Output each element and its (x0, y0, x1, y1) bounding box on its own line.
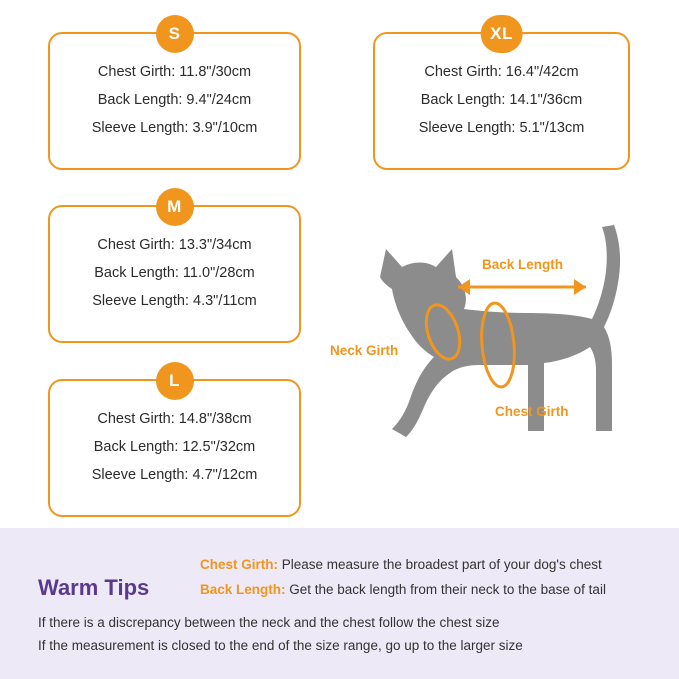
tip-back-length-text: Get the back length from their neck to the base of tail (285, 582, 606, 597)
size-badge-l: L (156, 362, 194, 400)
size-card-xl-sleeve-length: Sleeve Length: 5.1"/13cm (418, 120, 585, 136)
tip-chest-girth-key: Chest Girth: (200, 557, 279, 572)
size-card-l-sleeve-length: Sleeve Length: 4.7"/12cm (91, 467, 258, 483)
size-card-m-chest-girth: Chest Girth: 13.3"/34cm (97, 237, 252, 253)
size-badge-xl: XL (480, 15, 523, 53)
tip-chest-girth-text: Please measure the broadest part of your dog's chest (278, 557, 602, 572)
size-card-s-sleeve-length: Sleeve Length: 3.9"/10cm (91, 120, 258, 136)
size-card-xl-back-length: Back Length: 14.1"/36cm (420, 92, 583, 108)
warm-tips-panel (0, 528, 679, 679)
size-card-s-chest-girth: Chest Girth: 11.8"/30cm (97, 64, 252, 80)
size-card-l-lines (50, 409, 299, 485)
tip-back-length (200, 582, 606, 597)
size-card-l-chest-girth: Chest Girth: 14.8"/38cm (97, 411, 252, 427)
size-card-s-lines (50, 62, 299, 138)
size-badge-s: S (156, 15, 194, 53)
size-card-m-lines (50, 235, 299, 311)
cat-measurement-diagram (330, 215, 660, 505)
size-card-m-back-length: Back Length: 11.0"/28cm (94, 265, 255, 281)
back-length-label: Back Length (482, 257, 564, 272)
warm-tips-title: Warm Tips (38, 575, 150, 600)
tip-neck-chest-discrepancy: If there is a discrepancy between the neck and the chest follow the chest size (38, 615, 500, 630)
tip-back-length-key: Back Length: (200, 582, 286, 597)
size-card-xl-chest-girth: Chest Girth: 16.4"/42cm (424, 64, 579, 80)
size-card-xl (373, 24, 630, 170)
chest-girth-label: Chest Girth (495, 404, 569, 419)
tip-size-range-rounding: If the measurement is closed to the end of the size range, go up to the larger size (38, 638, 523, 653)
size-card-l (48, 371, 301, 517)
size-card-l-back-length: Back Length: 12.5"/32cm (93, 439, 256, 455)
tip-chest-girth (200, 557, 602, 572)
size-card-m (48, 197, 301, 343)
size-card-s (48, 24, 301, 170)
neck-girth-label: Neck Girth (330, 343, 399, 358)
size-card-m-sleeve-length: Sleeve Length: 4.3"/11cm (92, 293, 257, 309)
size-card-s-back-length: Back Length: 9.4"/24cm (97, 92, 252, 108)
size-badge-m: M (156, 188, 194, 226)
size-card-xl-lines (375, 62, 628, 138)
